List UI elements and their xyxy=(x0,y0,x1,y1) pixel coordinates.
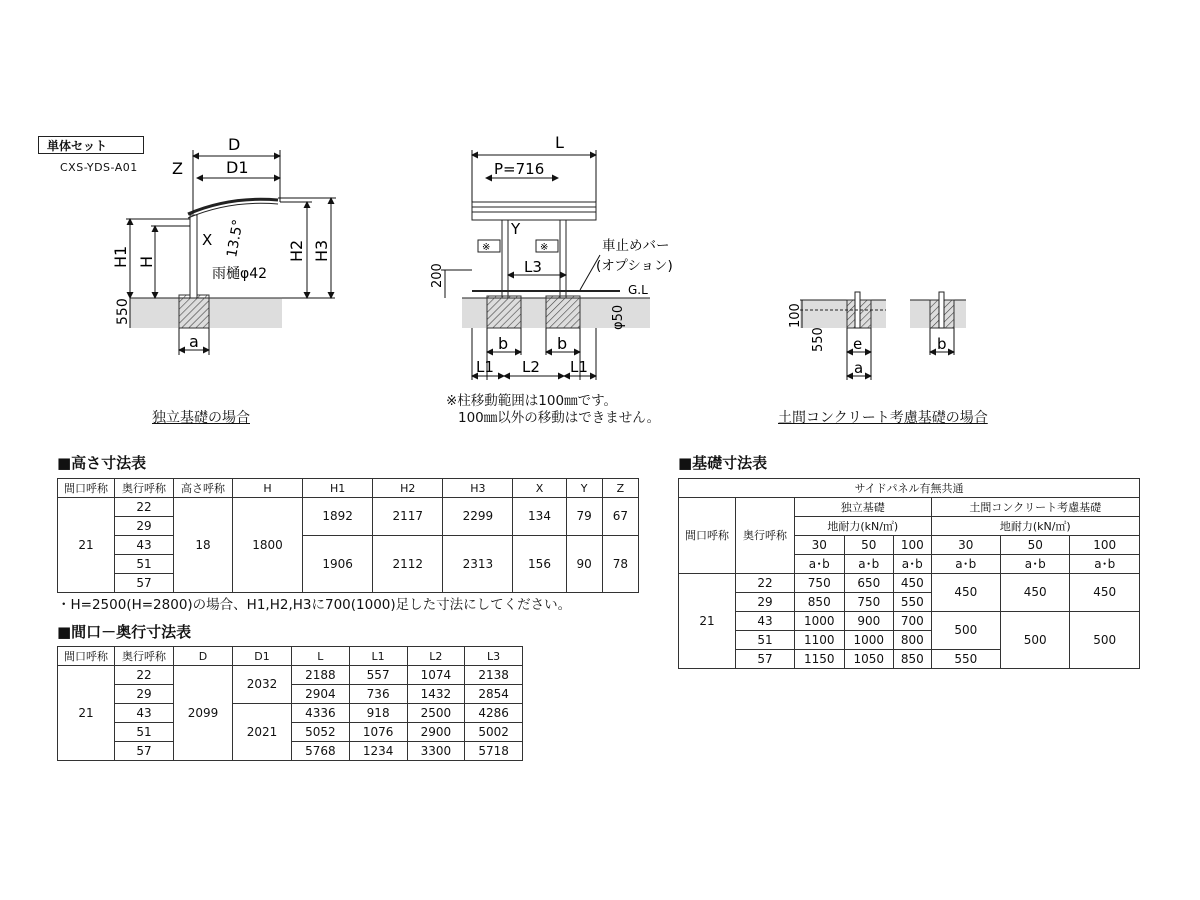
cell-L2: 3300 xyxy=(407,742,465,761)
cell-H1: 1906 xyxy=(303,536,373,593)
th-H2: H2 xyxy=(373,479,443,498)
size-table-title: ■間口－奥行寸法表 xyxy=(57,623,192,641)
cell-H1: 1892 xyxy=(303,498,373,536)
cell-ind-50: 650 xyxy=(844,574,894,593)
label-L: L xyxy=(555,133,564,152)
cell-depth: 51 xyxy=(115,555,174,574)
th-L1: L1 xyxy=(349,647,407,666)
table-row xyxy=(58,498,639,517)
th-Y: Y xyxy=(566,479,602,498)
cell-height-name: 18 xyxy=(174,498,233,593)
th-frontage: 間口呼称 xyxy=(58,647,115,666)
cell-L: 2188 xyxy=(292,666,350,685)
label-D: D xyxy=(228,135,241,154)
note-line-1: ※柱移動範囲は100㎜です。 xyxy=(446,393,617,409)
label-a-detail: a xyxy=(854,359,864,377)
th-level: 50 xyxy=(1001,536,1070,555)
set-label: 単体セット xyxy=(38,136,144,154)
cell-con-30: 500 xyxy=(931,612,1000,650)
cell-L2: 1074 xyxy=(407,666,465,685)
cell-L: 5768 xyxy=(292,742,350,761)
table-row xyxy=(679,574,1140,593)
label-H3: H3 xyxy=(312,239,331,262)
cell-depth: 22 xyxy=(115,498,174,517)
th-H3: H3 xyxy=(443,479,513,498)
table-row xyxy=(679,612,1140,631)
note-line-2: 100㎜以外の移動はできません。 xyxy=(458,410,661,426)
cell-con-30: 450 xyxy=(931,574,1000,612)
cell-H: 1800 xyxy=(233,498,303,593)
label-stopbar: 車止めバー xyxy=(602,238,670,254)
cell-ind-30: 1000 xyxy=(795,612,845,631)
side-foundation xyxy=(179,295,209,328)
cell-depth: 43 xyxy=(736,612,795,631)
cell-L: 2904 xyxy=(292,685,350,704)
cell-depth: 43 xyxy=(115,536,174,555)
label-H1: H1 xyxy=(111,245,130,268)
label-550-detail: 550 xyxy=(811,327,826,352)
height-footnote: ・H=2500(H=2800)の場合、H1,H2,H3に700(1000)足した寸法にしてください。 xyxy=(57,597,572,613)
th-level: 100 xyxy=(1070,536,1140,555)
cell-ind-50: 900 xyxy=(844,612,894,631)
cell-L: 4336 xyxy=(292,704,350,723)
cell-frontage: 21 xyxy=(58,666,115,761)
cell-con-50: 450 xyxy=(1001,574,1070,612)
cell-L3: 2138 xyxy=(465,666,523,685)
table-row xyxy=(58,704,523,723)
foundation-table xyxy=(678,478,1140,669)
cell-depth: 51 xyxy=(115,723,174,742)
cell-ind-100: 800 xyxy=(894,631,932,650)
cell-L3: 2854 xyxy=(465,685,523,704)
cell-depth: 57 xyxy=(115,742,174,761)
label-D1: D1 xyxy=(226,158,249,177)
cell-H3: 2313 xyxy=(443,536,513,593)
table-row xyxy=(58,479,639,498)
cell-depth: 43 xyxy=(115,704,174,723)
cell-depth: 29 xyxy=(736,593,795,612)
cell-L2: 1432 xyxy=(407,685,465,704)
th-level: 50 xyxy=(844,536,894,555)
th-H1: H1 xyxy=(303,479,373,498)
cell-con-50: 500 xyxy=(1001,612,1070,669)
th-L3: L3 xyxy=(465,647,523,666)
th-L2: L2 xyxy=(407,647,465,666)
cell-D: 2099 xyxy=(174,666,233,761)
cell-H2: 2112 xyxy=(373,536,443,593)
th-ab: a･b xyxy=(894,555,932,574)
cell-ind-100: 850 xyxy=(894,650,932,669)
label-550: 550 xyxy=(115,298,131,325)
label-mark-1: ※ xyxy=(482,242,491,253)
label-Y: Y xyxy=(511,220,521,238)
cell-depth: 57 xyxy=(115,574,174,593)
label-L3: L3 xyxy=(524,258,542,276)
th-depth: 奥行呼称 xyxy=(115,647,174,666)
cell-Y: 90 xyxy=(566,536,602,593)
cell-Y: 79 xyxy=(566,498,602,536)
label-b-detail: b xyxy=(937,335,947,353)
height-table-title: ■高さ寸法表 xyxy=(57,454,147,472)
cell-L3: 5002 xyxy=(465,723,523,742)
th-bearing-con: 地耐力(kN/㎡) xyxy=(931,517,1139,536)
label-200: 200 xyxy=(430,263,445,288)
cell-D1: 2021 xyxy=(233,704,292,761)
label-mark-2: ※ xyxy=(540,242,549,253)
th-Z: Z xyxy=(602,479,638,498)
cell-con-100: 450 xyxy=(1070,574,1140,612)
label-b-2: b xyxy=(557,334,568,353)
th-L: L xyxy=(292,647,350,666)
cell-frontage: 21 xyxy=(679,574,736,669)
cell-L1: 918 xyxy=(349,704,407,723)
carport-drawing xyxy=(0,0,1200,440)
height-table xyxy=(57,478,639,593)
cell-L1: 1076 xyxy=(349,723,407,742)
cell-depth: 22 xyxy=(736,574,795,593)
th-frontage: 間口呼称 xyxy=(58,479,115,498)
front-view xyxy=(430,133,673,380)
cell-ind-50: 1000 xyxy=(844,631,894,650)
foundation-detail xyxy=(788,292,966,380)
cell-con-100: 500 xyxy=(1070,612,1140,669)
cell-D1: 2032 xyxy=(233,666,292,704)
label-e: e xyxy=(853,335,863,353)
label-L1-2: L1 xyxy=(570,358,588,376)
cell-Z: 78 xyxy=(602,536,638,593)
label-b-1: b xyxy=(498,334,509,353)
side-view xyxy=(111,135,336,355)
cell-depth: 22 xyxy=(115,666,174,685)
cell-L1: 557 xyxy=(349,666,407,685)
th-level: 30 xyxy=(931,536,1000,555)
th-level: 100 xyxy=(894,536,932,555)
label-phi50: φ50 xyxy=(611,304,626,330)
label-L2: L2 xyxy=(522,358,540,376)
cell-L2: 2900 xyxy=(407,723,465,742)
label-100: 100 xyxy=(788,303,803,328)
th-X: X xyxy=(513,479,566,498)
foundation-table-title: ■基礎寸法表 xyxy=(678,454,768,472)
cell-ind-50: 1050 xyxy=(844,650,894,669)
label-H: H xyxy=(137,255,156,268)
caption-independent: 独立基礎の場合 xyxy=(152,410,250,426)
th-ab: a･b xyxy=(795,555,845,574)
label-L1-1: L1 xyxy=(476,358,494,376)
label-option: (オプション) xyxy=(596,258,673,274)
table-row xyxy=(58,536,639,555)
cell-ind-100: 450 xyxy=(894,574,932,593)
table-row xyxy=(58,666,523,685)
side-roof xyxy=(188,199,278,214)
th-depth: 奥行呼称 xyxy=(115,479,174,498)
label-GL: G.L xyxy=(628,283,648,297)
cell-L2: 2500 xyxy=(407,704,465,723)
cell-ind-50: 750 xyxy=(844,593,894,612)
cell-depth: 51 xyxy=(736,631,795,650)
th-depth: 奥行呼称 xyxy=(736,498,795,574)
cell-frontage: 21 xyxy=(58,498,115,593)
th-frontage: 間口呼称 xyxy=(679,498,736,574)
table-row xyxy=(58,647,523,666)
cell-H2: 2117 xyxy=(373,498,443,536)
cell-depth: 29 xyxy=(115,517,174,536)
cell-X: 156 xyxy=(513,536,566,593)
cell-L1: 1234 xyxy=(349,742,407,761)
cell-L: 5052 xyxy=(292,723,350,742)
th-H: H xyxy=(233,479,303,498)
table-row xyxy=(679,479,1140,498)
cell-con-30: 550 xyxy=(931,650,1000,669)
cell-ind-100: 700 xyxy=(894,612,932,631)
cell-depth: 29 xyxy=(115,685,174,704)
th-ab: a･b xyxy=(844,555,894,574)
cell-ind-30: 1150 xyxy=(795,650,845,669)
size-table xyxy=(57,646,523,761)
model-number: CXS-YDS-A01 xyxy=(60,161,138,174)
cell-top: サイドパネル有無共通 xyxy=(679,479,1140,498)
label-gutter: 雨樋φ42 xyxy=(212,266,268,282)
th-bearing-ind: 地耐力(kN/㎡) xyxy=(795,517,932,536)
cell-X: 134 xyxy=(513,498,566,536)
front-roof xyxy=(472,202,596,220)
th-D: D xyxy=(174,647,233,666)
th-ab: a･b xyxy=(1070,555,1140,574)
th-level: 30 xyxy=(795,536,845,555)
label-X: X xyxy=(202,231,213,249)
cell-ind-30: 750 xyxy=(795,574,845,593)
th-ab: a･b xyxy=(931,555,1000,574)
th-D1: D1 xyxy=(233,647,292,666)
cell-depth: 57 xyxy=(736,650,795,669)
label-Z: Z xyxy=(172,159,183,178)
side-post xyxy=(190,215,197,298)
cell-L1: 736 xyxy=(349,685,407,704)
th-concrete: 土間コンクリート考慮基礎 xyxy=(931,498,1139,517)
cell-ind-100: 550 xyxy=(894,593,932,612)
th-independent: 独立基礎 xyxy=(795,498,932,517)
th-ab: a･b xyxy=(1001,555,1070,574)
cell-H3: 2299 xyxy=(443,498,513,536)
th-height-name: 高さ呼称 xyxy=(174,479,233,498)
caption-concrete: 土間コンクリート考慮基礎の場合 xyxy=(778,410,988,426)
label-a: a xyxy=(189,332,199,351)
cell-L3: 5718 xyxy=(465,742,523,761)
cell-L3: 4286 xyxy=(465,704,523,723)
cell-ind-30: 850 xyxy=(795,593,845,612)
table-row xyxy=(679,498,1140,517)
cell-ind-30: 1100 xyxy=(795,631,845,650)
cell-Z: 67 xyxy=(602,498,638,536)
label-P: P=716 xyxy=(494,160,545,178)
label-angle: 13.5° xyxy=(224,218,247,259)
label-H2: H2 xyxy=(287,239,306,262)
